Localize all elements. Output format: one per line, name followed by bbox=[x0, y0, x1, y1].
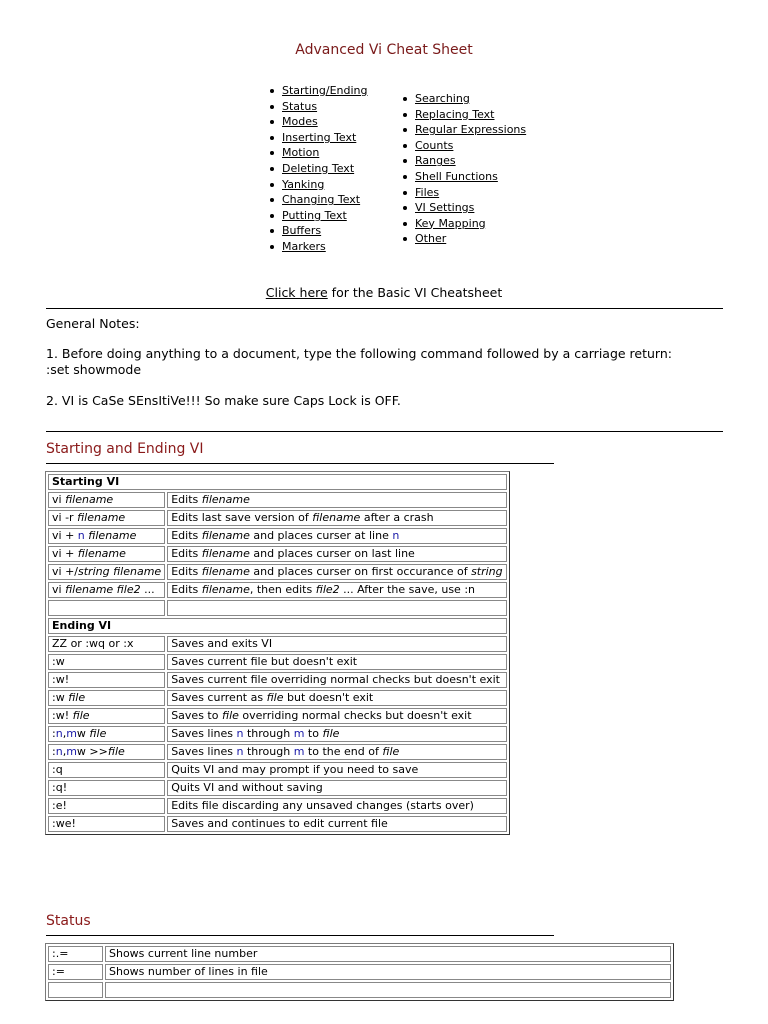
description-cell bbox=[167, 546, 507, 562]
table-row bbox=[48, 510, 507, 526]
command-cell bbox=[48, 510, 165, 526]
description-cell bbox=[167, 510, 507, 526]
cell-text: m bbox=[293, 745, 305, 758]
section-underline bbox=[46, 935, 554, 936]
table-row bbox=[48, 798, 507, 814]
cell-text: n bbox=[55, 745, 63, 758]
command-cell bbox=[48, 654, 165, 670]
toc-link-buffers[interactable]: Buffers bbox=[282, 224, 322, 238]
table-row bbox=[48, 564, 507, 580]
description-cell bbox=[167, 564, 507, 580]
basic-cheatsheet-link[interactable]: Click here bbox=[265, 285, 328, 300]
cell-text: n bbox=[77, 529, 85, 542]
description-cell bbox=[167, 600, 507, 616]
command-cell bbox=[48, 780, 165, 796]
starting-vi-header bbox=[48, 474, 507, 490]
note-1-line-2: :set showmode bbox=[46, 362, 142, 377]
cell-text: vi +/ bbox=[52, 565, 78, 578]
cell-text: Saves and exits VI bbox=[171, 637, 273, 650]
cell-text: through bbox=[243, 727, 294, 740]
section-heading-starting-ending: Starting and Ending VI bbox=[46, 441, 204, 457]
table-row bbox=[48, 708, 507, 724]
toc-item bbox=[399, 169, 526, 185]
description-cell bbox=[167, 816, 507, 832]
cell-text: filename bbox=[201, 583, 250, 596]
divider bbox=[46, 431, 723, 432]
toc-item bbox=[266, 239, 368, 255]
cell-text: Edits bbox=[171, 565, 202, 578]
toc-item bbox=[399, 122, 526, 138]
cell-text: :w bbox=[52, 655, 65, 668]
command-cell bbox=[48, 762, 165, 778]
cell-text: file2 bbox=[315, 583, 340, 596]
cell-text: vi -r bbox=[52, 511, 78, 524]
cell-text: filename bbox=[65, 493, 114, 506]
cell-text: , then edits bbox=[249, 583, 316, 596]
ending-vi-header bbox=[48, 618, 507, 634]
section-underline bbox=[46, 463, 554, 464]
toc-item bbox=[266, 130, 368, 146]
cell-text: w >> bbox=[76, 745, 108, 758]
description-cell bbox=[167, 798, 507, 814]
toc-item bbox=[399, 138, 526, 154]
cell-text: Edits bbox=[171, 529, 202, 542]
page-title: Advanced Vi Cheat Sheet bbox=[295, 42, 473, 58]
toc-item bbox=[266, 83, 368, 99]
table-row bbox=[48, 582, 507, 598]
table-row bbox=[48, 672, 507, 688]
toc-item bbox=[266, 145, 368, 161]
cell-text: := bbox=[52, 965, 65, 978]
toc-link-ranges[interactable]: Ranges bbox=[415, 154, 456, 168]
toc-link-motion[interactable]: Motion bbox=[282, 146, 320, 160]
toc-item bbox=[399, 185, 526, 201]
toc-link-yanking[interactable]: Yanking bbox=[282, 177, 325, 191]
cell-text: overriding normal checks but doesn't exit bbox=[238, 709, 472, 722]
toc-item bbox=[399, 91, 526, 107]
command-cell bbox=[48, 946, 103, 962]
cell-text: Saves current file overriding normal checks but doesn't exit bbox=[171, 673, 500, 686]
table-row bbox=[48, 816, 507, 832]
description-cell bbox=[167, 582, 507, 598]
cell-text: :q! bbox=[52, 781, 68, 794]
cell-text: Edits last save version of bbox=[171, 511, 313, 524]
cell-text: n bbox=[392, 529, 400, 542]
description-cell bbox=[167, 726, 507, 742]
cell-text: file bbox=[266, 691, 284, 704]
cell-text: Saves current file but doesn't exit bbox=[171, 655, 358, 668]
cell-text: vi bbox=[52, 583, 66, 596]
toc-link-changing-text[interactable]: Changing Text bbox=[282, 193, 361, 207]
cell-text: ... bbox=[140, 583, 155, 596]
cell-text: Saves and continues to edit current file bbox=[171, 817, 388, 830]
toc-item bbox=[399, 107, 526, 123]
toc-item bbox=[399, 216, 526, 232]
table-row bbox=[48, 946, 671, 962]
cell-text: file bbox=[89, 727, 107, 740]
toc-link-files[interactable]: Files bbox=[415, 185, 440, 199]
cell-text: :w! bbox=[52, 709, 73, 722]
toc-link-searching[interactable]: Searching bbox=[415, 92, 470, 105]
empty-row bbox=[48, 600, 507, 616]
cell-text: to bbox=[304, 727, 323, 740]
table-row bbox=[48, 726, 507, 742]
description-cell bbox=[167, 690, 507, 706]
description-cell bbox=[167, 528, 507, 544]
cell-text: :we! bbox=[52, 817, 76, 830]
section-heading-status: Status bbox=[46, 913, 91, 929]
starting-ending-table bbox=[45, 471, 510, 835]
command-cell bbox=[48, 816, 165, 832]
cell-text: to the end of bbox=[304, 745, 383, 758]
description-cell bbox=[167, 780, 507, 796]
cell-text: Quits VI and may prompt if you need to save bbox=[171, 763, 419, 776]
cell-text: , bbox=[62, 727, 67, 740]
cell-text: Edits file discarding any unsaved changes (starts over) bbox=[171, 799, 474, 812]
cell-text: Quits VI and without saving bbox=[171, 781, 323, 794]
cell-text: m bbox=[66, 745, 77, 758]
description-cell bbox=[105, 946, 671, 962]
description-cell bbox=[167, 762, 507, 778]
cell-text: file bbox=[68, 691, 86, 704]
cell-text: filename bbox=[201, 493, 250, 506]
toc-link-putting-text[interactable]: Putting Text bbox=[282, 208, 347, 222]
toc-link-shell-functions[interactable]: Shell Functions bbox=[415, 169, 498, 183]
cell-text: :q bbox=[52, 763, 63, 776]
toc-item bbox=[399, 200, 526, 216]
cell-text: m bbox=[66, 727, 77, 740]
cell-text: :e! bbox=[52, 799, 67, 812]
cell-text: vi bbox=[52, 493, 66, 506]
cell-text: :w bbox=[52, 691, 69, 704]
cell-text: filename bbox=[201, 547, 250, 560]
description-cell bbox=[167, 492, 507, 508]
toc-right-list bbox=[399, 91, 526, 247]
description-cell bbox=[167, 654, 507, 670]
cell-text: through bbox=[243, 745, 294, 758]
table-row bbox=[48, 528, 507, 544]
cell-text: string filename bbox=[78, 565, 162, 578]
cell-text: Saves lines bbox=[171, 745, 237, 758]
cell-text: w bbox=[76, 727, 90, 740]
toc-link-key-mapping[interactable]: Key Mapping bbox=[415, 216, 486, 230]
command-cell bbox=[48, 672, 165, 688]
command-cell bbox=[48, 600, 165, 616]
table-row bbox=[48, 492, 507, 508]
toc-link-counts[interactable]: Counts bbox=[415, 138, 454, 152]
description-cell bbox=[167, 744, 507, 760]
toc-item bbox=[266, 177, 368, 193]
cell-text: Shows number of lines in file bbox=[109, 965, 268, 978]
toc-item bbox=[266, 99, 368, 115]
note-2: 2. VI is CaSe SEnsItiVe!!! So make sure Caps Lock is OFF. bbox=[46, 393, 401, 408]
toc-link-inserting-text[interactable]: Inserting Text bbox=[282, 130, 357, 144]
cell-text: n bbox=[55, 727, 63, 740]
cell-text: Shows current line number bbox=[109, 947, 258, 960]
divider bbox=[46, 308, 723, 309]
cell-text: vi + bbox=[52, 547, 78, 560]
cell-text: : bbox=[52, 745, 56, 758]
cell-text: but doesn't exit bbox=[283, 691, 374, 704]
cell-text: Edits bbox=[171, 547, 202, 560]
table-row bbox=[48, 654, 507, 670]
toc-link-markers[interactable]: Markers bbox=[282, 239, 326, 253]
command-cell bbox=[48, 726, 165, 742]
description-cell bbox=[105, 982, 671, 998]
cell-text: n bbox=[236, 727, 244, 740]
partial-row bbox=[48, 982, 671, 998]
table-row bbox=[48, 690, 507, 706]
description-cell bbox=[167, 636, 507, 652]
command-cell bbox=[48, 982, 103, 998]
table-row bbox=[48, 964, 671, 980]
table-row bbox=[48, 780, 507, 796]
command-cell bbox=[48, 964, 103, 980]
toc-item bbox=[399, 231, 526, 247]
cell-text: Saves current as bbox=[171, 691, 267, 704]
toc-link-replacing-text[interactable]: Replacing Text bbox=[415, 107, 495, 121]
command-cell bbox=[48, 798, 165, 814]
description-cell bbox=[105, 964, 671, 980]
command-cell bbox=[48, 708, 165, 724]
starting-vi-header-cell: Starting VI bbox=[48, 474, 507, 490]
status-table bbox=[45, 943, 674, 1001]
cell-text: :w! bbox=[52, 673, 70, 686]
toc-item bbox=[266, 114, 368, 130]
cell-text: and places curser at line bbox=[249, 529, 393, 542]
cell-text: filename bbox=[201, 529, 250, 542]
toc-link-vi-settings[interactable]: VI Settings bbox=[415, 201, 475, 215]
cell-text: file bbox=[382, 745, 400, 758]
cell-text: ... After the save, use :n bbox=[339, 583, 476, 596]
table-row bbox=[48, 636, 507, 652]
cell-text: filename bbox=[312, 511, 361, 524]
command-cell bbox=[48, 636, 165, 652]
cell-text: Edits bbox=[171, 493, 202, 506]
toc-link-other[interactable]: Other bbox=[415, 232, 447, 246]
command-cell bbox=[48, 744, 165, 760]
cell-text: vi + bbox=[52, 529, 78, 542]
cell-text: and places curser on last line bbox=[249, 547, 415, 560]
toc-item bbox=[266, 192, 368, 208]
table-row bbox=[48, 546, 507, 562]
toc-link-status[interactable]: Status bbox=[282, 99, 318, 113]
cell-text: file bbox=[107, 745, 125, 758]
toc-item bbox=[266, 161, 368, 177]
toc-link-modes[interactable]: Modes bbox=[282, 115, 318, 129]
cell-text: Saves to bbox=[171, 709, 222, 722]
command-cell bbox=[48, 492, 165, 508]
note-1-line-1: 1. Before doing anything to a document, type the following command followed by a carriage return: bbox=[46, 346, 672, 361]
cell-text: file bbox=[221, 709, 239, 722]
command-cell bbox=[48, 546, 165, 562]
cell-text: string bbox=[471, 565, 503, 578]
cell-text: filename bbox=[201, 565, 250, 578]
command-cell bbox=[48, 564, 165, 580]
command-cell bbox=[48, 528, 165, 544]
table-row bbox=[48, 762, 507, 778]
toc-link-regular-expressions[interactable]: Regular Expressions bbox=[415, 123, 527, 137]
cell-text: : bbox=[52, 727, 56, 740]
basic-cheatsheet-line bbox=[0, 285, 768, 300]
command-cell bbox=[48, 582, 165, 598]
command-cell bbox=[48, 690, 165, 706]
toc-link-deleting-text[interactable]: Deleting Text bbox=[282, 161, 355, 175]
toc-item bbox=[399, 153, 526, 169]
cell-text: file bbox=[322, 727, 340, 740]
cell-text: filename file2 bbox=[65, 583, 141, 596]
cell-text: and places curser on first occurance of bbox=[249, 565, 472, 578]
cell-text: m bbox=[293, 727, 305, 740]
ending-vi-header-cell: Ending VI bbox=[48, 618, 507, 634]
toc-item bbox=[266, 223, 368, 239]
table-row bbox=[48, 744, 507, 760]
cell-text: Edits bbox=[171, 583, 202, 596]
cell-text: ZZ or :wq or :x bbox=[52, 637, 134, 650]
basic-cheatsheet-text: for the Basic VI Cheatsheet bbox=[327, 285, 503, 300]
cell-text: :.= bbox=[52, 947, 69, 960]
cell-text: Saves lines bbox=[171, 727, 237, 740]
cell-text: filename bbox=[77, 511, 126, 524]
description-cell bbox=[167, 708, 507, 724]
toc-left-list bbox=[266, 83, 368, 255]
toc-item bbox=[266, 208, 368, 224]
cell-text: filename bbox=[77, 547, 126, 560]
description-cell bbox=[167, 672, 507, 688]
cell-text: file bbox=[72, 709, 90, 722]
toc-link-starting-ending[interactable]: Starting/Ending bbox=[282, 84, 368, 97]
cell-text: after a crash bbox=[360, 511, 434, 524]
notes-heading: General Notes: bbox=[46, 316, 140, 331]
cell-text: filename bbox=[88, 529, 137, 542]
cell-text: n bbox=[236, 745, 244, 758]
cell-text: , bbox=[62, 745, 67, 758]
